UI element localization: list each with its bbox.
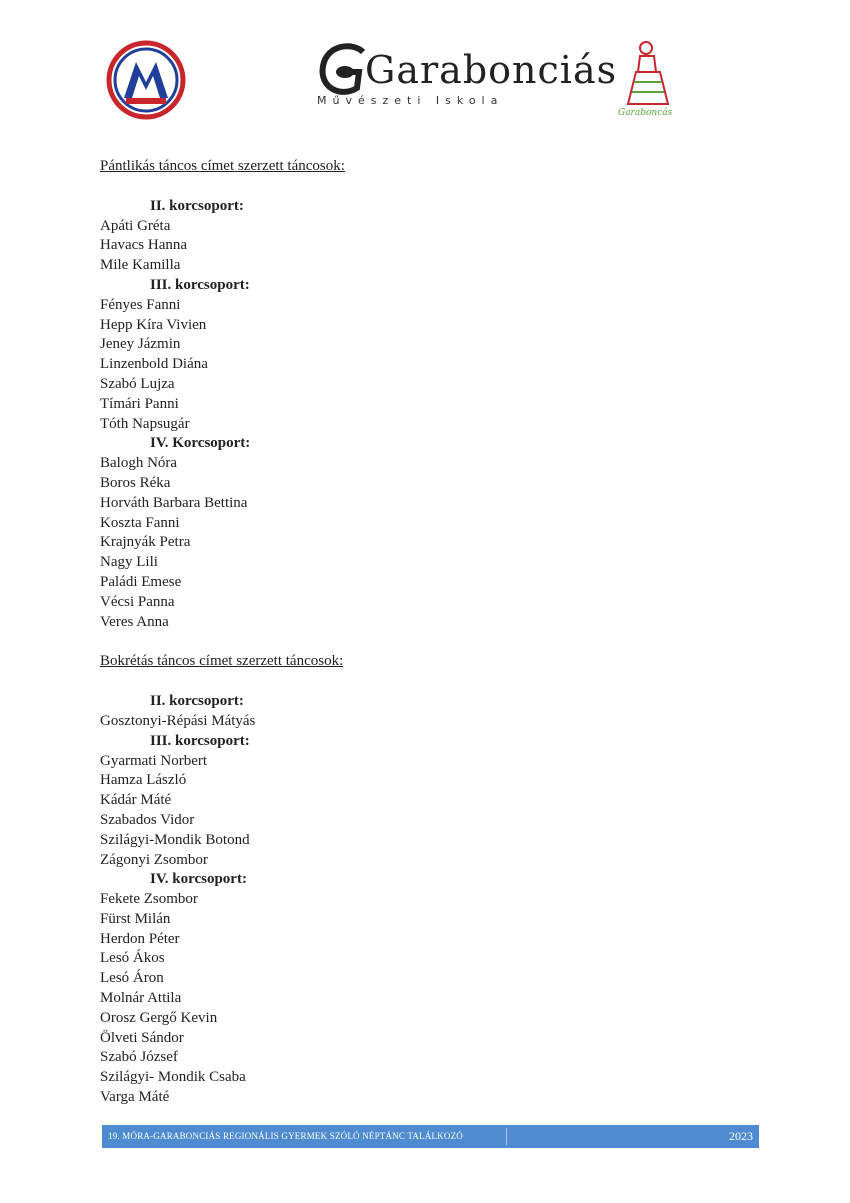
dancer-name: Tímári Panni [100, 395, 179, 412]
dancer-name: Ölveti Sándor [100, 1029, 184, 1046]
dancer-name: Apáti Gréta [100, 217, 171, 234]
dancer-name: Balogh Nóra [100, 455, 178, 472]
dancer-name: Fekete Zsombor [100, 891, 198, 908]
dancer-name: Herdon Péter [100, 930, 180, 947]
section-gap [100, 632, 750, 652]
dancer-name: Krajnyák Petra [100, 534, 191, 551]
section-title: Pántlikás táncos címet szerzett táncosok: [100, 158, 345, 174]
dancer-name: Fürst Milán [100, 910, 171, 927]
document-body [100, 157, 750, 1108]
dancer-logo-text: Garaboncás [618, 108, 673, 118]
mora-logo [106, 40, 186, 120]
dancer-name: Varga Máté [100, 1089, 170, 1106]
section-gap [100, 672, 750, 692]
footer-event-title: 19. MÓRA-GARABONCIÁS REGIONÁLIS GYERMEK SZÓLÓ NÉPTÁNC TALÁLKOZÓ [108, 1131, 463, 1141]
age-group-label: III. korcsoport: [150, 732, 250, 749]
dancer-name: Lesó Ákos [100, 950, 165, 967]
dancer-name: Paládi Emese [100, 573, 182, 590]
dancer-name: Szabó József [100, 1049, 178, 1066]
dancer-name: Fényes Fanni [100, 296, 181, 313]
footer-divider [506, 1128, 507, 1145]
garabonciás-logo [315, 42, 618, 112]
dancer-name: Hepp Kíra Vivien [100, 316, 207, 333]
dancer-name: Veres Anna [100, 613, 169, 630]
dancer-name: Szilágyi- Mondik Csaba [100, 1069, 246, 1086]
dancer-name: Szilágyi-Mondik Botond [100, 831, 250, 848]
dancer-name: Tóth Napsugár [100, 415, 190, 432]
mora-logo-icon [106, 40, 186, 120]
dancer-name: Havacs Hanna [100, 237, 188, 254]
dancer-name: Zágonyi Zsombor [100, 851, 208, 868]
dancer-name: Nagy Lili [100, 554, 158, 571]
dancer-name: Vécsi Panna [100, 593, 175, 610]
dancer-name: Szabó Lujza [100, 375, 175, 392]
age-group-label: IV. korcsoport: [150, 871, 247, 888]
dancer-name: Szabados Vidor [100, 811, 195, 828]
section-gap [100, 177, 750, 197]
dancer-name: Gyarmati Norbert [100, 752, 208, 769]
brand-subtitle: Művészeti Iskola [317, 94, 504, 107]
dancer-name: Boros Réka [100, 474, 171, 491]
age-group-label: II. korcsoport: [150, 197, 244, 214]
dancer-name: Molnár Attila [100, 990, 182, 1007]
dancer-name: Kádár Máté [100, 792, 172, 809]
footer-year: 2023 [729, 1129, 753, 1143]
age-group-label: IV. Korcsoport: [150, 435, 251, 452]
brand-name: Garabonciás [365, 48, 618, 92]
footer-bar [102, 1125, 759, 1148]
dancer-name: Linzenbold Diána [100, 356, 208, 373]
dancer-name: Lesó Áron [100, 970, 164, 987]
age-group-label: II. korcsoport: [150, 693, 244, 710]
dancer-logo [620, 38, 676, 124]
dancer-name: Hamza László [100, 772, 187, 789]
dancer-name: Gosztonyi-Répási Mátyás [100, 712, 256, 729]
section-title: Bokrétás táncos címet szerzett táncosok: [100, 653, 344, 670]
dancer-name: Mile Kamilla [100, 257, 181, 274]
dancer-name: Orosz Gergő Kevin [100, 1009, 218, 1026]
dancer-name: Horváth Barbara Bettina [100, 494, 248, 511]
age-group-label: III. korcsoport: [150, 276, 250, 293]
dancer-name: Jeney Jázmin [100, 336, 181, 353]
dancer-name: Koszta Fanni [100, 514, 180, 531]
